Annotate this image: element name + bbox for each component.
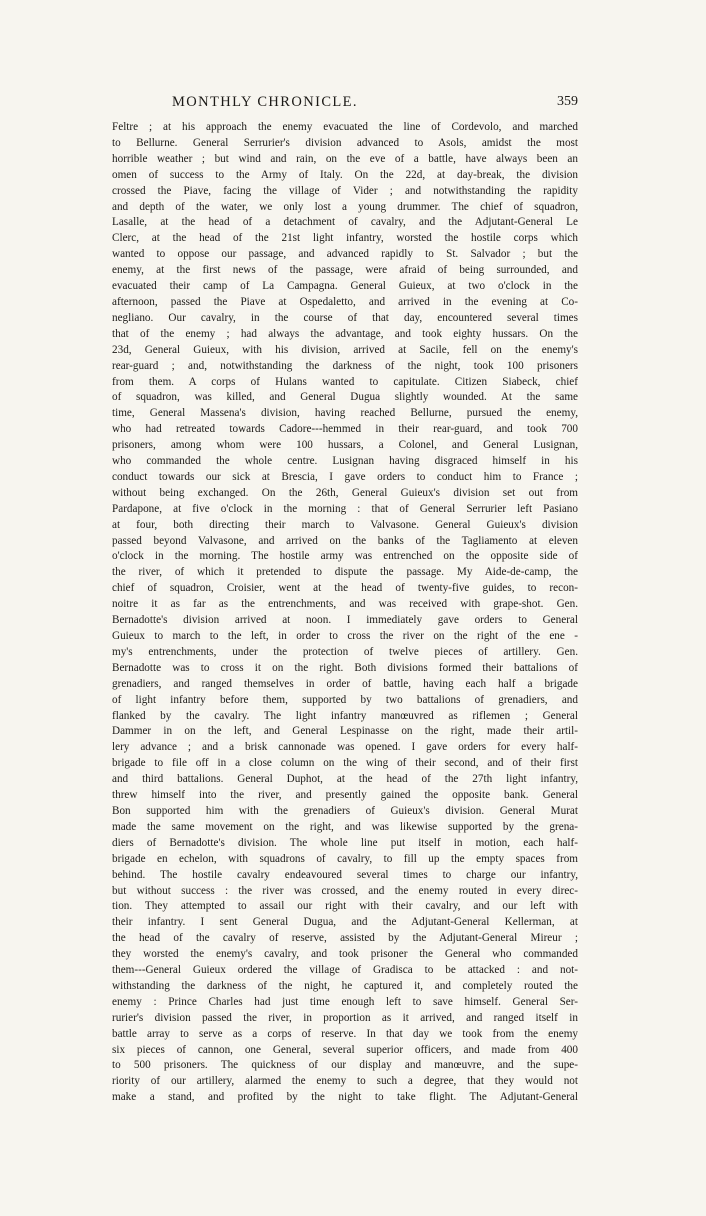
text-line: to 500 prisoners. The quickness of our display and manœuvre, and the supe- (112, 1059, 578, 1072)
running-title: MONTHLY CHRONICLE. (172, 94, 358, 110)
book-page (112, 84, 578, 1106)
text-line: time, General Massena's division, having reached Bellurne, pursued the enemy, (112, 407, 578, 420)
text-line: rear-guard ; and, notwithstanding the darkness of the night, took 100 prisoners (112, 359, 578, 372)
text-line: o'clock in the morning. The hostile army was entrenched on the opposite side of (112, 550, 578, 563)
text-line: who commanded the whole centre. Lusignan having disgraced himself in his (112, 455, 578, 468)
text-line: withstanding the darkness of the night, he captured it, and completely routed the (112, 979, 578, 992)
text-line: without being exchanged. On the 26th, General Guieux's division set out from (112, 486, 578, 499)
text-line: brigade to file off in a close column on the wing of their second, and of their first (112, 757, 578, 770)
text-line: of light infantry before them, supported by two battalions of grenadiers, and (112, 693, 578, 706)
text-line: Pardapone, at five o'clock in the morning : that of General Serrurier left Pasiano (112, 502, 578, 515)
text-line: at four, both directing their march to Valvasone. General Guieux's division (112, 518, 578, 531)
text-line: threw himself into the river, and presently gained the opposite bank. General (112, 789, 578, 802)
text-line: negliano. Our cavalry, in the course of that day, encountered several times (112, 311, 578, 324)
text-line: crossed the Piave, facing the village of Vider ; and notwithstanding the rapidity (112, 184, 578, 197)
text-line: Bernadotte's division arrived at noon. I immediately gave orders to General (112, 614, 578, 627)
text-line: battle array to serve as a corps of reserve. In that day we took from the enemy (112, 1027, 578, 1040)
text-line: 23d, General Guieux, with his division, arrived at Sacile, fell on the enemy's (112, 343, 578, 356)
text-line: conduct towards our sick at Brescia, I gave orders to conduct him to France ; (112, 470, 578, 483)
text-line: Lasalle, at the head of a detachment of cavalry, and the Adjutant-General Le (112, 216, 578, 229)
text-line: evacuated their camp of La Campagna. General Guieux, at two o'clock in the (112, 280, 578, 293)
text-line: grenadiers, and ranged themselves in order of battle, having each half a brigade (112, 677, 578, 690)
text-line: them---General Guieux ordered the village of Gradisca to be attacked : and not- (112, 964, 578, 977)
text-line: Bernadotte was to cross it on the right. Both divisions formed their battalions of (112, 661, 578, 674)
text-line: lery advance ; and a brisk cannonade was opened. I gave orders for every half- (112, 741, 578, 754)
text-line: Guieux to march to the left, in order to cross the river on the right of the ene - (112, 630, 578, 642)
text-line: noitre it as far as the entrenchments, and was received with grape-shot. Gen. (112, 598, 578, 611)
page-number: 359 (557, 94, 578, 109)
text-line: but without success : the river was crossed, and the enemy routed in every direc- (112, 884, 578, 897)
text-line: make a stand, and profited by the night to take flight. The Adjutant-General (112, 1091, 578, 1104)
text-line: of squadron, was killed, and General Dugua slightly wounded. At the same (112, 391, 578, 404)
text-line: the river, of which it pretended to dispute the passage. My Aide-de-camp, the (112, 566, 578, 579)
text-line: six pieces of cannon, one General, several superior officers, and made from 400 (112, 1043, 578, 1056)
text-line: and depth of the water, we only lost a young drummer. The chief of squadron, (112, 200, 578, 213)
text-line: riority of our artillery, alarmed the enemy to such a degree, that they would not (112, 1075, 578, 1088)
text-line: my's entrenchments, under the protection of twelve pieces of artillery. Gen. (112, 645, 578, 658)
text-line: afternoon, passed the Piave at Ospedaletto, and arrived in the evening at Co- (112, 295, 578, 308)
text-line: enemy, at the first news of the passage, were afraid of being surrounded, and (112, 264, 578, 277)
text-line: chief of squadron, Croisier, went at the head of twenty-five guides, to recon- (112, 582, 578, 595)
text-line: passed beyond Valvasone, and arrived on the banks of the Tagliamento at eleven (112, 534, 578, 547)
text-line: horrible weather ; but wind and rain, on the eve of a battle, have always been an (112, 152, 578, 165)
text-line: omen of success to the Army of Italy. On the 22d, at day-break, the division (112, 168, 578, 181)
text-line: and third battalions. General Duphot, at the head of the 27th light infantry, (112, 773, 578, 786)
text-line: Feltre ; at his approach the enemy evacuated the line of Cordevolo, and marched (112, 121, 578, 133)
text-line: their infantry. I sent General Dugua, and the Adjutant-General Kellerman, at (112, 916, 578, 929)
text-line: to Bellurne. General Serrurier's division advanced to Asols, amidst the most (112, 136, 578, 149)
text-line: wanted to oppose our passage, and advanced rapidly to St. Salvador ; but the (112, 248, 578, 261)
text-line: enemy : Prince Charles had just time enough left to save himself. General Ser- (112, 995, 578, 1008)
text-line: that of the enemy ; had always the advantage, and took eighty hussars. On the (112, 327, 578, 340)
text-line: who had retreated towards Cadore---hemmed in their rear-guard, and took 700 (112, 423, 578, 436)
text-line: they worsted the enemy's cavalry, and took prisoner the General who commanded (112, 948, 578, 961)
text-line: prisoners, among whom were 100 hussars, a Colonel, and General Lusignan, (112, 439, 578, 452)
text-line: Clerc, at the head of the 21st light infantry, worsted the hostile corps which (112, 232, 578, 245)
text-line: Dammer in on the left, and General Lespinasse on the right, made their artil- (112, 725, 578, 738)
text-line: brigade en echelon, with squadrons of cavalry, to fill up the empty spaces from (112, 852, 578, 865)
text-line: behind. The hostile cavalry endeavoured several times to charge our infantry, (112, 868, 578, 881)
article-body (112, 120, 578, 1106)
text-line: from them. A corps of Hulans wanted to capitulate. Citizen Siabeck, chief (112, 375, 578, 388)
text-line: diers of Bernadotte's division. The whole line put itself in motion, each half- (112, 836, 578, 849)
text-line: the head of the cavalry of reserve, assisted by the Adjutant-General Mireur ; (112, 932, 578, 945)
text-line: flanked by the cavalry. The light infantry manœuvred as riflemen ; General (112, 709, 578, 722)
text-line: Bon supported him with the grenadiers of Guieux's division. General Murat (112, 804, 578, 817)
text-line: rurier's division passed the river, in proportion as it arrived, and ranged itself in (112, 1011, 578, 1024)
running-header (112, 84, 578, 120)
text-line: tion. They attempted to assail our right with their cavalry, and our left with (112, 900, 578, 913)
text-line: made the same movement on the right, and was likewise supported by the grena- (112, 820, 578, 833)
